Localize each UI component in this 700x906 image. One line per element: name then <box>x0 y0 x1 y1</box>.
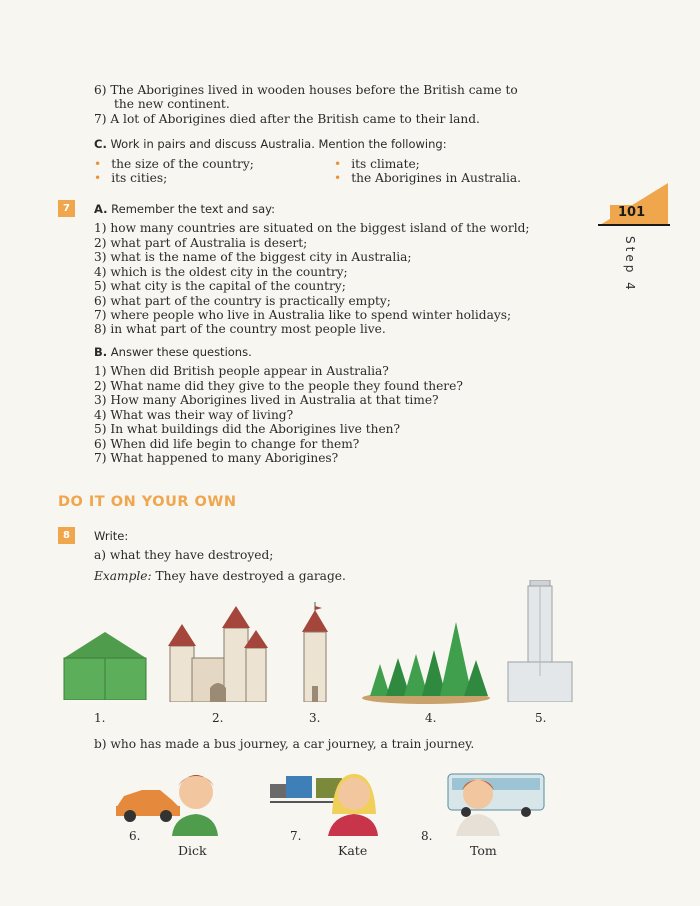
ex8-instruction: Write: <box>94 529 129 543</box>
ex8-example <box>94 569 346 583</box>
tower-picture <box>300 602 330 702</box>
statement-6-cont: the new continent. <box>114 97 230 111</box>
person-name: Dick <box>178 843 207 858</box>
section-heading: DO IT ON YOUR OWN <box>58 494 237 510</box>
ex7-a-item: 7) where people who live in Australia like to spend winter holidays; <box>94 308 512 322</box>
ex7-a-item: 1) how many countries are situated on the biggest island of the world; <box>94 221 530 235</box>
example-text: They have destroyed a garage. <box>155 569 346 583</box>
picture-caption: 1. <box>94 711 106 725</box>
ex7-b-item: 3) How many Aborigines lived in Australia at that time? <box>94 393 439 407</box>
bullet-item: • the size of the country; <box>94 157 254 171</box>
exercise-8-number: 8 <box>58 527 75 544</box>
ex8-part-a: a) what they have destroyed; <box>94 548 274 562</box>
skyscraper-picture <box>506 580 574 702</box>
bullet-icon: • <box>334 171 342 185</box>
ex7-a-instruction: A. Remember the text and say: <box>94 202 275 216</box>
picture-caption: 5. <box>535 711 547 725</box>
step-label: Step 4 <box>623 236 637 293</box>
ex7-b-item: 4) What was their way of living? <box>94 408 294 422</box>
bullet-item: • its climate; <box>334 157 420 171</box>
man-with-bus-picture <box>446 772 546 836</box>
ex7-b-item: 6) When did life begin to change for them? <box>94 437 360 451</box>
section-c-text: Work in pairs and discuss Australia. Mention the following: <box>110 137 447 151</box>
ex7-b-item: 1) When did British people appear in Australia? <box>94 364 389 378</box>
bullet-icon: • <box>94 171 102 185</box>
bullet-item: • the Aborigines in Australia. <box>334 171 522 185</box>
exercise-7-number: 7 <box>58 200 75 217</box>
forest-picture <box>360 620 492 704</box>
section-c-letter: C. <box>94 137 107 151</box>
ex7-b-item: 2) What name did they give to the people they found there? <box>94 379 463 393</box>
page-number-rule <box>598 224 670 226</box>
person-name: Tom <box>470 843 497 858</box>
bullet-item: • its cities; <box>94 171 168 185</box>
ex7-a-item: 4) which is the oldest city in the country; <box>94 265 348 279</box>
ex7-b-instruction: B. Answer these questions. <box>94 345 252 359</box>
ex7-a-item: 2) what part of Australia is desert; <box>94 236 308 250</box>
ex7-b-item: 7) What happened to many Aborigines? <box>94 451 339 465</box>
picture-caption: 4. <box>425 711 437 725</box>
picture-caption: 3. <box>309 711 321 725</box>
statement-7: 7) A lot of Aborigines died after the British came to their land. <box>94 112 480 126</box>
example-label: Example: <box>94 569 152 583</box>
girl-with-train-picture <box>270 766 380 836</box>
castle-picture <box>166 606 270 702</box>
ex7-b-item: 5) In what buildings did the Aborigines live then? <box>94 422 401 436</box>
bullet-icon: • <box>94 157 102 171</box>
ex7-a-item: 8) in what part of the country most people live. <box>94 322 386 336</box>
ex7-a-item: 6) what part of the country is practically empty; <box>94 294 391 308</box>
page-number: 101 <box>618 205 646 220</box>
ex7-a-item: 5) what city is the capital of the country; <box>94 279 346 293</box>
person-name: Kate <box>338 843 368 858</box>
ex7-a-item: 3) what is the name of the biggest city in Australia; <box>94 250 412 264</box>
person-number: 6. <box>129 829 141 843</box>
bullet-icon: • <box>334 157 342 171</box>
ex8-part-b: b) who has made a bus journey, a car journey, a train journey. <box>94 737 475 751</box>
person-number: 8. <box>421 829 433 843</box>
boy-with-car-picture <box>114 768 218 836</box>
garage-picture <box>62 630 148 700</box>
picture-caption: 2. <box>212 711 224 725</box>
person-number: 7. <box>290 829 302 843</box>
section-c-instruction <box>94 137 447 151</box>
statement-6: 6) The Aborigines lived in wooden houses before the British came to <box>94 83 518 97</box>
